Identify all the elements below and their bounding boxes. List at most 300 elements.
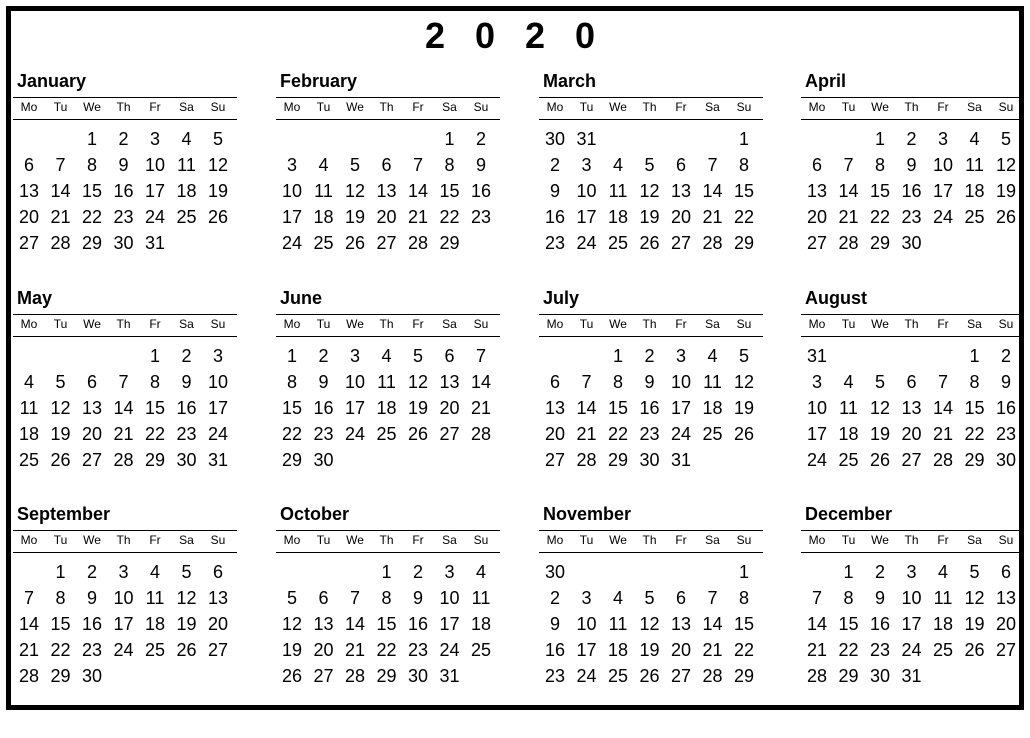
weekday-label: Th bbox=[904, 100, 919, 114]
day-cell: 22 bbox=[838, 640, 859, 660]
day-cell: 16 bbox=[544, 207, 566, 227]
weekday-label: Tu bbox=[316, 100, 331, 114]
day-cell: 1 bbox=[444, 129, 455, 149]
day-cell: 27 bbox=[995, 640, 1017, 660]
day-cell: 7 bbox=[475, 346, 486, 366]
day-cell: 15 bbox=[964, 398, 985, 418]
day-cell: 7 bbox=[412, 155, 423, 175]
day-cell: 12 bbox=[207, 155, 229, 175]
day-cell: 22 bbox=[869, 207, 891, 227]
day-cell: 29 bbox=[869, 233, 891, 253]
day-cell: 17 bbox=[670, 398, 692, 418]
day-cell: 21 bbox=[932, 424, 954, 444]
month-may bbox=[13, 284, 237, 496]
day-cell: 25 bbox=[144, 640, 166, 660]
weekday-label: Su bbox=[210, 317, 226, 331]
day-cell: 24 bbox=[901, 640, 922, 660]
weekday-label: Mo bbox=[546, 100, 564, 114]
weekday-label: Tu bbox=[53, 533, 68, 547]
day-cell: 27 bbox=[313, 666, 334, 686]
day-cell: 23 bbox=[470, 207, 492, 227]
weekday-label: Sa bbox=[179, 533, 194, 547]
day-cell: 31 bbox=[144, 233, 166, 253]
weekday-label: Mo bbox=[283, 533, 301, 547]
day-cell: 15 bbox=[838, 614, 859, 634]
weekday-label: Sa bbox=[442, 317, 457, 331]
day-cell: 3 bbox=[349, 346, 360, 366]
weekday-label: Tu bbox=[841, 317, 856, 331]
day-cell: 27 bbox=[439, 424, 460, 444]
day-cell: 4 bbox=[181, 129, 192, 149]
weekday-label: We bbox=[346, 100, 364, 114]
day-cell: 24 bbox=[344, 424, 366, 444]
day-cell: 28 bbox=[806, 666, 828, 686]
weekday-label: Sa bbox=[967, 533, 982, 547]
day-cell: 11 bbox=[933, 588, 953, 608]
month-name: June bbox=[280, 288, 323, 308]
weekday-label: Su bbox=[736, 100, 752, 114]
weekday-label: Fr bbox=[937, 100, 949, 114]
day-cell: 19 bbox=[995, 181, 1017, 201]
weekday-label: Th bbox=[642, 100, 657, 114]
day-cell: 24 bbox=[670, 424, 692, 444]
weekday-header bbox=[539, 314, 763, 337]
day-cell: 18 bbox=[964, 181, 985, 201]
day-cell: 20 bbox=[806, 207, 828, 227]
weekday-label: Tu bbox=[579, 100, 594, 114]
day-cell: 20 bbox=[544, 424, 566, 444]
day-cell: 20 bbox=[18, 207, 40, 227]
day-cell: 27 bbox=[670, 666, 692, 686]
day-cell: 11 bbox=[608, 614, 628, 634]
weekday-label: We bbox=[83, 100, 101, 114]
day-cell: 4 bbox=[969, 129, 980, 149]
day-cell: 16 bbox=[901, 181, 922, 201]
weekday-label: Mo bbox=[20, 533, 38, 547]
day-cell: 13 bbox=[81, 398, 103, 418]
day-cell: 10 bbox=[344, 372, 366, 392]
day-cell: 16 bbox=[869, 614, 891, 634]
weekday-label: Th bbox=[379, 100, 394, 114]
weekday-label: Fr bbox=[675, 533, 687, 547]
day-cell: 30 bbox=[869, 666, 891, 686]
day-cell: 9 bbox=[906, 155, 917, 175]
weekday-label: We bbox=[609, 533, 627, 547]
weekday-header bbox=[801, 314, 1024, 337]
day-cell: 26 bbox=[964, 640, 985, 660]
day-cell: 25 bbox=[470, 640, 492, 660]
day-cell: 14 bbox=[407, 181, 429, 201]
day-cell: 2 bbox=[118, 129, 129, 149]
day-cell: 9 bbox=[874, 588, 885, 608]
day-cell: 8 bbox=[738, 588, 749, 608]
day-cell: 13 bbox=[544, 398, 566, 418]
day-cell: 19 bbox=[50, 424, 71, 444]
day-cell: 31 bbox=[439, 666, 460, 686]
day-cell: 13 bbox=[806, 181, 828, 201]
month-name: April bbox=[805, 71, 847, 91]
day-cell: 13 bbox=[207, 588, 229, 608]
day-cell: 14 bbox=[576, 398, 597, 418]
day-cell: 11 bbox=[377, 372, 396, 392]
day-cell: 21 bbox=[576, 424, 597, 444]
month-name: November bbox=[543, 504, 632, 524]
day-cell: 9 bbox=[475, 155, 486, 175]
day-cell: 17 bbox=[576, 207, 597, 227]
day-cell: 31 bbox=[901, 666, 922, 686]
day-cell: 8 bbox=[381, 588, 392, 608]
weekday-label: Mo bbox=[546, 317, 564, 331]
day-cell: 9 bbox=[644, 372, 655, 392]
day-cell: 21 bbox=[702, 207, 723, 227]
day-cell: 2 bbox=[549, 155, 560, 175]
day-cell: 9 bbox=[549, 614, 560, 634]
month-november bbox=[539, 500, 763, 710]
day-cell: 19 bbox=[281, 640, 303, 660]
weekday-label: Fr bbox=[675, 317, 687, 331]
day-cell: 7 bbox=[707, 155, 718, 175]
day-cell: 14 bbox=[50, 181, 71, 201]
day-cell: 10 bbox=[144, 155, 166, 175]
day-cell: 1 bbox=[969, 346, 980, 366]
day-cell: 15 bbox=[144, 398, 166, 418]
day-cell: 28 bbox=[702, 233, 723, 253]
day-cell: 28 bbox=[838, 233, 859, 253]
weekday-label: Mo bbox=[20, 100, 38, 114]
day-cell: 18 bbox=[607, 207, 629, 227]
day-cell: 13 bbox=[670, 181, 692, 201]
day-cell: 10 bbox=[901, 588, 922, 608]
day-cell: 30 bbox=[639, 450, 660, 470]
day-cell: 27 bbox=[901, 450, 922, 470]
day-cell: 3 bbox=[581, 155, 592, 175]
day-cell: 2 bbox=[549, 588, 560, 608]
day-cell: 10 bbox=[670, 372, 692, 392]
day-cell: 6 bbox=[381, 155, 392, 175]
weekday-label: Mo bbox=[546, 533, 564, 547]
day-cell: 28 bbox=[407, 233, 429, 253]
day-cell: 6 bbox=[86, 372, 97, 392]
weekday-label: Th bbox=[904, 317, 919, 331]
day-cell: 9 bbox=[181, 372, 192, 392]
day-cell: 29 bbox=[376, 666, 397, 686]
day-cell: 21 bbox=[50, 207, 71, 227]
weekday-label: Sa bbox=[442, 100, 457, 114]
day-cell: 15 bbox=[50, 614, 71, 634]
day-cell: 12 bbox=[639, 614, 660, 634]
day-cell: 5 bbox=[286, 588, 297, 608]
day-cell: 4 bbox=[23, 372, 34, 392]
day-cell: 24 bbox=[113, 640, 134, 660]
weekday-header bbox=[276, 314, 500, 337]
day-cell: 25 bbox=[838, 450, 859, 470]
day-cell: 2 bbox=[318, 346, 329, 366]
day-cell: 7 bbox=[55, 155, 66, 175]
day-cell: 22 bbox=[81, 207, 103, 227]
day-cell: 20 bbox=[901, 424, 922, 444]
day-cell: 14 bbox=[18, 614, 40, 634]
day-cell: 12 bbox=[281, 614, 303, 634]
day-cell: 23 bbox=[639, 424, 660, 444]
weekday-label: Th bbox=[379, 317, 394, 331]
day-cell: 17 bbox=[439, 614, 460, 634]
month-name: September bbox=[17, 504, 111, 524]
weekday-label: Fr bbox=[149, 533, 161, 547]
day-cell: 6 bbox=[811, 155, 822, 175]
day-cell: 23 bbox=[901, 207, 922, 227]
weekday-label: Tu bbox=[53, 100, 68, 114]
day-cell: 1 bbox=[843, 562, 854, 582]
day-cell: 17 bbox=[576, 640, 597, 660]
calendar-frame bbox=[6, 6, 1024, 710]
day-cell: 3 bbox=[286, 155, 297, 175]
day-cell: 4 bbox=[707, 346, 718, 366]
day-cell: 5 bbox=[644, 155, 655, 175]
day-cell: 20 bbox=[670, 207, 692, 227]
day-cell: 18 bbox=[144, 614, 166, 634]
day-cell: 26 bbox=[207, 207, 229, 227]
day-cell: 23 bbox=[869, 640, 891, 660]
day-cell: 9 bbox=[318, 372, 329, 392]
weekday-label: Tu bbox=[316, 317, 331, 331]
day-cell: 28 bbox=[344, 666, 366, 686]
day-cell: 10 bbox=[806, 398, 828, 418]
day-cell: 13 bbox=[901, 398, 922, 418]
day-cell: 8 bbox=[149, 372, 160, 392]
month-name: January bbox=[17, 71, 87, 91]
day-cell: 29 bbox=[281, 450, 303, 470]
weekday-label: Sa bbox=[705, 100, 720, 114]
day-cell: 28 bbox=[470, 424, 492, 444]
day-cell: 30 bbox=[901, 233, 922, 253]
day-cell: 29 bbox=[144, 450, 166, 470]
day-cell: 3 bbox=[675, 346, 686, 366]
month-september bbox=[13, 500, 237, 710]
day-cell: 12 bbox=[639, 181, 660, 201]
day-cell: 25 bbox=[18, 450, 40, 470]
day-cell: 19 bbox=[344, 207, 366, 227]
day-cell: 8 bbox=[874, 155, 885, 175]
day-cell: 11 bbox=[839, 398, 858, 418]
day-cell: 31 bbox=[207, 450, 229, 470]
day-cell: 19 bbox=[207, 181, 229, 201]
day-cell: 23 bbox=[113, 207, 134, 227]
weekday-label: Fr bbox=[675, 100, 687, 114]
day-cell: 6 bbox=[675, 588, 686, 608]
day-cell: 23 bbox=[407, 640, 429, 660]
day-cell: 3 bbox=[581, 588, 592, 608]
day-cell: 9 bbox=[412, 588, 423, 608]
day-cell: 14 bbox=[702, 181, 723, 201]
day-cell: 9 bbox=[118, 155, 129, 175]
month-march bbox=[539, 67, 763, 279]
day-cell: 9 bbox=[86, 588, 97, 608]
day-cell: 26 bbox=[995, 207, 1017, 227]
day-cell: 19 bbox=[639, 640, 660, 660]
day-cell: 13 bbox=[18, 181, 40, 201]
day-cell: 8 bbox=[55, 588, 66, 608]
day-cell: 30 bbox=[544, 129, 566, 149]
weekday-label: We bbox=[609, 100, 627, 114]
weekday-label: Su bbox=[998, 533, 1014, 547]
day-cell: 8 bbox=[969, 372, 980, 392]
day-cell: 12 bbox=[964, 588, 985, 608]
day-cell: 2 bbox=[874, 562, 885, 582]
day-cell: 11 bbox=[965, 155, 984, 175]
day-cell: 23 bbox=[544, 666, 566, 686]
day-cell: 23 bbox=[176, 424, 197, 444]
day-cell: 28 bbox=[576, 450, 597, 470]
day-cell: 19 bbox=[407, 398, 429, 418]
day-cell: 19 bbox=[869, 424, 891, 444]
weekday-label: Fr bbox=[412, 533, 424, 547]
day-cell: 22 bbox=[144, 424, 166, 444]
weekday-label: Sa bbox=[705, 317, 720, 331]
day-cell: 30 bbox=[113, 233, 134, 253]
weekday-header bbox=[539, 97, 763, 120]
day-cell: 16 bbox=[313, 398, 334, 418]
day-cell: 8 bbox=[286, 372, 297, 392]
day-cell: 17 bbox=[901, 614, 922, 634]
weekday-label: We bbox=[346, 317, 364, 331]
day-cell: 30 bbox=[995, 450, 1017, 470]
day-cell: 21 bbox=[18, 640, 40, 660]
weekday-label: Fr bbox=[937, 317, 949, 331]
day-cell: 26 bbox=[639, 233, 660, 253]
weekday-label: Fr bbox=[937, 533, 949, 547]
day-cell: 27 bbox=[18, 233, 40, 253]
weekday-label: Tu bbox=[53, 317, 68, 331]
weekday-label: Mo bbox=[283, 100, 301, 114]
weekday-label: Sa bbox=[967, 100, 982, 114]
weekday-header bbox=[801, 97, 1024, 120]
day-cell: 20 bbox=[995, 614, 1017, 634]
day-cell: 2 bbox=[475, 129, 486, 149]
day-cell: 28 bbox=[932, 450, 954, 470]
day-cell: 15 bbox=[439, 181, 460, 201]
day-cell: 26 bbox=[50, 450, 71, 470]
day-cell: 26 bbox=[281, 666, 303, 686]
day-cell: 7 bbox=[581, 372, 592, 392]
day-cell: 19 bbox=[639, 207, 660, 227]
day-cell: 5 bbox=[644, 588, 655, 608]
day-cell: 2 bbox=[181, 346, 192, 366]
day-cell: 27 bbox=[806, 233, 828, 253]
month-name: July bbox=[543, 288, 580, 308]
weekday-label: Mo bbox=[283, 317, 301, 331]
day-cell: 5 bbox=[738, 346, 749, 366]
day-cell: 15 bbox=[733, 181, 755, 201]
day-cell: 23 bbox=[313, 424, 334, 444]
day-cell: 12 bbox=[176, 588, 197, 608]
weekday-label: Mo bbox=[20, 317, 38, 331]
day-cell: 20 bbox=[81, 424, 103, 444]
day-cell: 24 bbox=[576, 233, 597, 253]
day-cell: 22 bbox=[439, 207, 460, 227]
weekday-header bbox=[276, 97, 500, 120]
day-cell: 14 bbox=[838, 181, 859, 201]
day-cell: 10 bbox=[207, 372, 229, 392]
day-cell: 18 bbox=[176, 181, 197, 201]
day-cell: 27 bbox=[544, 450, 566, 470]
weekday-label: Sa bbox=[442, 533, 457, 547]
day-cell: 30 bbox=[176, 450, 197, 470]
weekday-label: Su bbox=[736, 533, 752, 547]
weekday-label: We bbox=[609, 317, 627, 331]
day-cell: 1 bbox=[381, 562, 392, 582]
day-cell: 17 bbox=[281, 207, 303, 227]
day-cell: 12 bbox=[869, 398, 891, 418]
day-cell: 17 bbox=[144, 181, 166, 201]
day-cell: 11 bbox=[177, 155, 196, 175]
day-cell: 15 bbox=[81, 181, 103, 201]
day-cell: 13 bbox=[439, 372, 460, 392]
year-title: 2 0 2 0 bbox=[424, 15, 606, 56]
day-cell: 10 bbox=[113, 588, 134, 608]
day-cell: 15 bbox=[607, 398, 629, 418]
day-cell: 3 bbox=[212, 346, 223, 366]
day-cell: 11 bbox=[608, 181, 628, 201]
weekday-header bbox=[276, 530, 500, 553]
weekday-label: We bbox=[83, 317, 101, 331]
day-cell: 25 bbox=[176, 207, 197, 227]
day-cell: 8 bbox=[444, 155, 455, 175]
day-cell: 1 bbox=[86, 129, 97, 149]
day-cell: 8 bbox=[612, 372, 623, 392]
day-cell: 21 bbox=[806, 640, 828, 660]
day-cell: 24 bbox=[281, 233, 303, 253]
day-cell: 4 bbox=[937, 562, 948, 582]
day-cell: 27 bbox=[81, 450, 103, 470]
day-cell: 23 bbox=[544, 233, 566, 253]
day-cell: 22 bbox=[50, 640, 71, 660]
day-cell: 10 bbox=[281, 181, 303, 201]
day-cell: 19 bbox=[733, 398, 755, 418]
weekday-label: Tu bbox=[841, 533, 856, 547]
day-cell: 11 bbox=[314, 181, 333, 201]
day-cell: 2 bbox=[1000, 346, 1011, 366]
day-cell: 6 bbox=[318, 588, 329, 608]
day-cell: 30 bbox=[544, 562, 566, 582]
day-cell: 1 bbox=[738, 129, 749, 149]
day-cell: 20 bbox=[376, 207, 397, 227]
day-cell: 12 bbox=[995, 155, 1017, 175]
day-cell: 4 bbox=[843, 372, 854, 392]
day-cell: 24 bbox=[806, 450, 828, 470]
day-cell: 29 bbox=[964, 450, 985, 470]
month-january bbox=[13, 67, 237, 279]
day-cell: 6 bbox=[549, 372, 560, 392]
month-name: October bbox=[280, 504, 350, 524]
weekday-label: Th bbox=[116, 317, 131, 331]
day-cell: 16 bbox=[470, 181, 492, 201]
day-cell: 10 bbox=[576, 181, 597, 201]
day-cell: 20 bbox=[207, 614, 229, 634]
day-cell: 27 bbox=[670, 233, 692, 253]
day-cell: 15 bbox=[733, 614, 755, 634]
day-cell: 10 bbox=[932, 155, 954, 175]
day-cell: 7 bbox=[707, 588, 718, 608]
day-cell: 8 bbox=[843, 588, 854, 608]
day-cell: 24 bbox=[576, 666, 597, 686]
month-july bbox=[539, 284, 763, 496]
day-cell: 15 bbox=[281, 398, 303, 418]
month-name: March bbox=[543, 71, 597, 91]
weekday-label: Su bbox=[473, 100, 489, 114]
day-cell: 12 bbox=[50, 398, 71, 418]
day-cell: 16 bbox=[639, 398, 660, 418]
day-cell: 21 bbox=[407, 207, 429, 227]
